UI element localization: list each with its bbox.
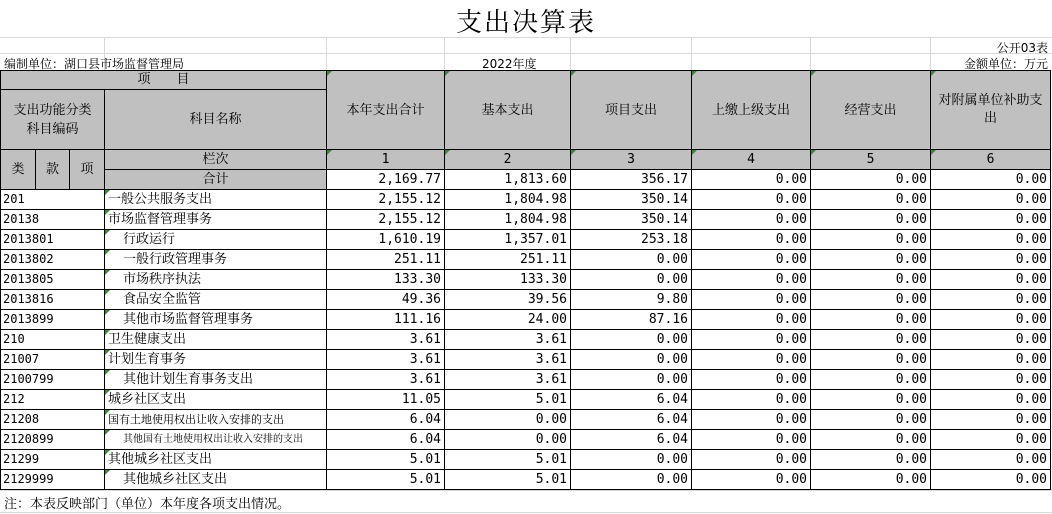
amount-cell: 5.01 (445, 450, 571, 470)
total-value: 0.00 (692, 170, 811, 190)
amount-cell: 0.00 (692, 350, 811, 370)
amount-cell: 3.61 (327, 330, 445, 350)
subject-name: 市场秩序执法 (105, 270, 327, 290)
amount-cell: 0.00 (931, 450, 1051, 470)
amount-cell: 0.00 (571, 450, 692, 470)
amount-cell: 49.36 (327, 290, 445, 310)
subject-name: 其他城乡社区支出 (105, 470, 327, 490)
amount-cell: 3.61 (327, 370, 445, 390)
amount-unit: 金额单位：万元 (963, 57, 1048, 71)
page-title: 支出决算表 (455, 8, 596, 38)
amount-cell: 350.14 (571, 190, 692, 210)
subject-code: 210 (1, 330, 105, 350)
amount-cell: 0.00 (571, 270, 692, 290)
expenditure-table (0, 70, 1051, 490)
subject-name-header: 科目名称 (105, 90, 327, 150)
amount-cell: 0.00 (571, 330, 692, 350)
amount-cell: 6.04 (571, 430, 692, 450)
fiscal-year: 2022年度 (482, 57, 537, 71)
amount-cell: 0.00 (571, 370, 692, 390)
table-row (1, 330, 1051, 350)
col-num-5: 5 (811, 150, 931, 170)
amount-cell: 0.00 (571, 470, 692, 490)
subject-code: 2013816 (1, 290, 105, 310)
amount-cell: 0.00 (571, 350, 692, 370)
table-row (1, 210, 1051, 230)
subject-code: 21299 (1, 450, 105, 470)
amount-cell: 2,155.12 (327, 190, 445, 210)
amount-cell: 6.04 (571, 410, 692, 430)
subject-name: 卫生健康支出 (105, 330, 327, 350)
amount-cell: 0.00 (811, 430, 931, 450)
table-row (1, 410, 1051, 430)
total-row (1, 170, 1051, 190)
table-row (1, 250, 1051, 270)
amount-cell: 0.00 (931, 330, 1051, 350)
amount-cell: 0.00 (692, 390, 811, 410)
amount-cell: 1,610.19 (327, 230, 445, 250)
xiang-header: 项 (70, 150, 105, 190)
amount-cell: 0.00 (931, 210, 1051, 230)
lei-header: 类 (1, 150, 36, 190)
amount-cell: 3.61 (445, 350, 571, 370)
col-num-1: 1 (327, 150, 445, 170)
table-row (1, 430, 1051, 450)
amount-cell: 0.00 (931, 310, 1051, 330)
table-row (1, 450, 1051, 470)
subject-code: 2013899 (1, 310, 105, 330)
amount-cell: 0.00 (931, 190, 1051, 210)
table-row (1, 270, 1051, 290)
subject-name: 市场监督管理事务 (105, 210, 327, 230)
table-row (1, 230, 1051, 250)
amount-cell: 0.00 (692, 250, 811, 270)
subject-name: 行政运行 (105, 230, 327, 250)
amount-cell: 1,357.01 (445, 230, 571, 250)
amount-cell: 24.00 (445, 310, 571, 330)
amount-cell: 0.00 (692, 210, 811, 230)
amount-cell: 0.00 (811, 470, 931, 490)
amount-cell: 9.80 (571, 290, 692, 310)
amount-cell: 0.00 (931, 390, 1051, 410)
subject-code: 21007 (1, 350, 105, 370)
subject-code: 2013801 (1, 230, 105, 250)
amount-cell: 39.56 (445, 290, 571, 310)
col-header-5: 经营支出 (811, 71, 931, 150)
table-row (1, 290, 1051, 310)
amount-cell: 0.00 (931, 370, 1051, 390)
amount-cell: 251.11 (327, 250, 445, 270)
amount-cell: 251.11 (445, 250, 571, 270)
amount-cell: 0.00 (811, 330, 931, 350)
amount-cell: 0.00 (931, 230, 1051, 250)
table-row (1, 390, 1051, 410)
func-code-header: 支出功能分类 科目编码 (1, 90, 105, 150)
item-header: 项 目 (1, 71, 327, 90)
subject-name: 食品安全监管 (105, 290, 327, 310)
col-num-6: 6 (931, 150, 1051, 170)
amount-cell: 0.00 (811, 370, 931, 390)
amount-cell: 1,804.98 (445, 190, 571, 210)
amount-cell: 350.14 (571, 210, 692, 230)
subject-code: 2100799 (1, 370, 105, 390)
total-value: 0.00 (931, 170, 1051, 190)
amount-cell: 0.00 (692, 410, 811, 430)
table-row (1, 370, 1051, 390)
amount-cell: 0.00 (811, 230, 931, 250)
col-num-2: 2 (445, 150, 571, 170)
amount-cell: 0.00 (811, 310, 931, 330)
subject-name: 其他市场监督管理事务 (105, 310, 327, 330)
subject-code: 2129999 (1, 470, 105, 490)
amount-cell: 0.00 (931, 250, 1051, 270)
amount-cell: 3.61 (327, 350, 445, 370)
amount-cell: 0.00 (811, 250, 931, 270)
subject-code: 2120899 (1, 430, 105, 450)
subject-name: 其他城乡社区支出 (105, 450, 327, 470)
amount-cell: 0.00 (692, 330, 811, 350)
amount-cell: 87.16 (571, 310, 692, 330)
subject-code: 21208 (1, 410, 105, 430)
total-value: 356.17 (571, 170, 692, 190)
col-num-3: 3 (571, 150, 692, 170)
amount-cell: 111.16 (327, 310, 445, 330)
amount-cell: 6.04 (327, 410, 445, 430)
amount-cell: 3.61 (445, 330, 571, 350)
amount-cell: 2,155.12 (327, 210, 445, 230)
amount-cell: 0.00 (811, 190, 931, 210)
amount-cell: 133.30 (445, 270, 571, 290)
col-header-6: 对附属单位补助支出 (931, 71, 1051, 150)
amount-cell: 0.00 (692, 290, 811, 310)
amount-cell: 253.18 (571, 230, 692, 250)
amount-cell: 5.01 (327, 470, 445, 490)
heji-label: 合计 (105, 170, 327, 190)
kuan-header: 款 (36, 150, 70, 190)
amount-cell: 3.61 (445, 370, 571, 390)
col-header-2: 基本支出 (445, 71, 571, 150)
amount-cell: 5.01 (445, 390, 571, 410)
table-row (1, 470, 1051, 490)
subject-code: 2013802 (1, 250, 105, 270)
amount-cell: 0.00 (692, 270, 811, 290)
subject-name: 计划生育事务 (105, 350, 327, 370)
subject-code: 201 (1, 190, 105, 210)
amount-cell: 6.04 (327, 430, 445, 450)
amount-cell: 5.01 (327, 450, 445, 470)
amount-cell: 0.00 (811, 390, 931, 410)
amount-cell: 0.00 (811, 450, 931, 470)
amount-cell: 0.00 (811, 290, 931, 310)
amount-cell: 0.00 (811, 210, 931, 230)
amount-cell: 0.00 (692, 230, 811, 250)
amount-cell: 11.05 (327, 390, 445, 410)
footnote: 注：本表反映部门（单位）本年度各项支出情况。 (4, 497, 291, 512)
amount-cell: 0.00 (811, 410, 931, 430)
amount-cell: 0.00 (692, 450, 811, 470)
subject-name: 一般行政管理事务 (105, 250, 327, 270)
unit-label: 编制单位：湖口县市场监督管理局 (4, 57, 185, 71)
amount-cell: 6.04 (571, 390, 692, 410)
amount-cell: 0.00 (811, 270, 931, 290)
col-header-1: 本年支出合计 (327, 71, 445, 150)
header-row-1 (1, 71, 1051, 90)
amount-cell: 1,804.98 (445, 210, 571, 230)
amount-cell: 0.00 (931, 270, 1051, 290)
amount-cell: 0.00 (931, 290, 1051, 310)
total-value: 0.00 (811, 170, 931, 190)
amount-cell: 0.00 (692, 470, 811, 490)
amount-cell: 0.00 (692, 430, 811, 450)
amount-cell: 0.00 (692, 190, 811, 210)
subject-code: 20138 (1, 210, 105, 230)
subject-code: 2013805 (1, 270, 105, 290)
col-num-4: 4 (692, 150, 811, 170)
form-code: 公开03表 (996, 41, 1048, 55)
subject-name: 国有土地使用权出让收入安排的支出 (105, 410, 327, 430)
subject-name: 其他计划生育事务支出 (105, 370, 327, 390)
total-value: 1,813.60 (445, 170, 571, 190)
amount-cell: 0.00 (931, 470, 1051, 490)
total-value: 2,169.77 (327, 170, 445, 190)
table-row (1, 190, 1051, 210)
lanci-header: 栏次 (105, 150, 327, 170)
header-row-4 (1, 150, 1051, 170)
col-header-3: 项目支出 (571, 71, 692, 150)
amount-cell: 0.00 (571, 250, 692, 270)
amount-cell: 0.00 (811, 350, 931, 370)
table-row (1, 310, 1051, 330)
subject-name: 其他国有土地使用权出让收入安排的支出 (105, 430, 327, 450)
amount-cell: 0.00 (931, 410, 1051, 430)
subject-name: 一般公共服务支出 (105, 190, 327, 210)
amount-cell: 0.00 (692, 370, 811, 390)
amount-cell: 0.00 (445, 430, 571, 450)
subject-code: 212 (1, 390, 105, 410)
amount-cell: 5.01 (445, 470, 571, 490)
amount-cell: 0.00 (931, 350, 1051, 370)
col-header-4: 上缴上级支出 (692, 71, 811, 150)
amount-cell: 0.00 (445, 410, 571, 430)
amount-cell: 133.30 (327, 270, 445, 290)
amount-cell: 0.00 (692, 310, 811, 330)
amount-cell: 0.00 (931, 430, 1051, 450)
table-row (1, 350, 1051, 370)
subject-name: 城乡社区支出 (105, 390, 327, 410)
